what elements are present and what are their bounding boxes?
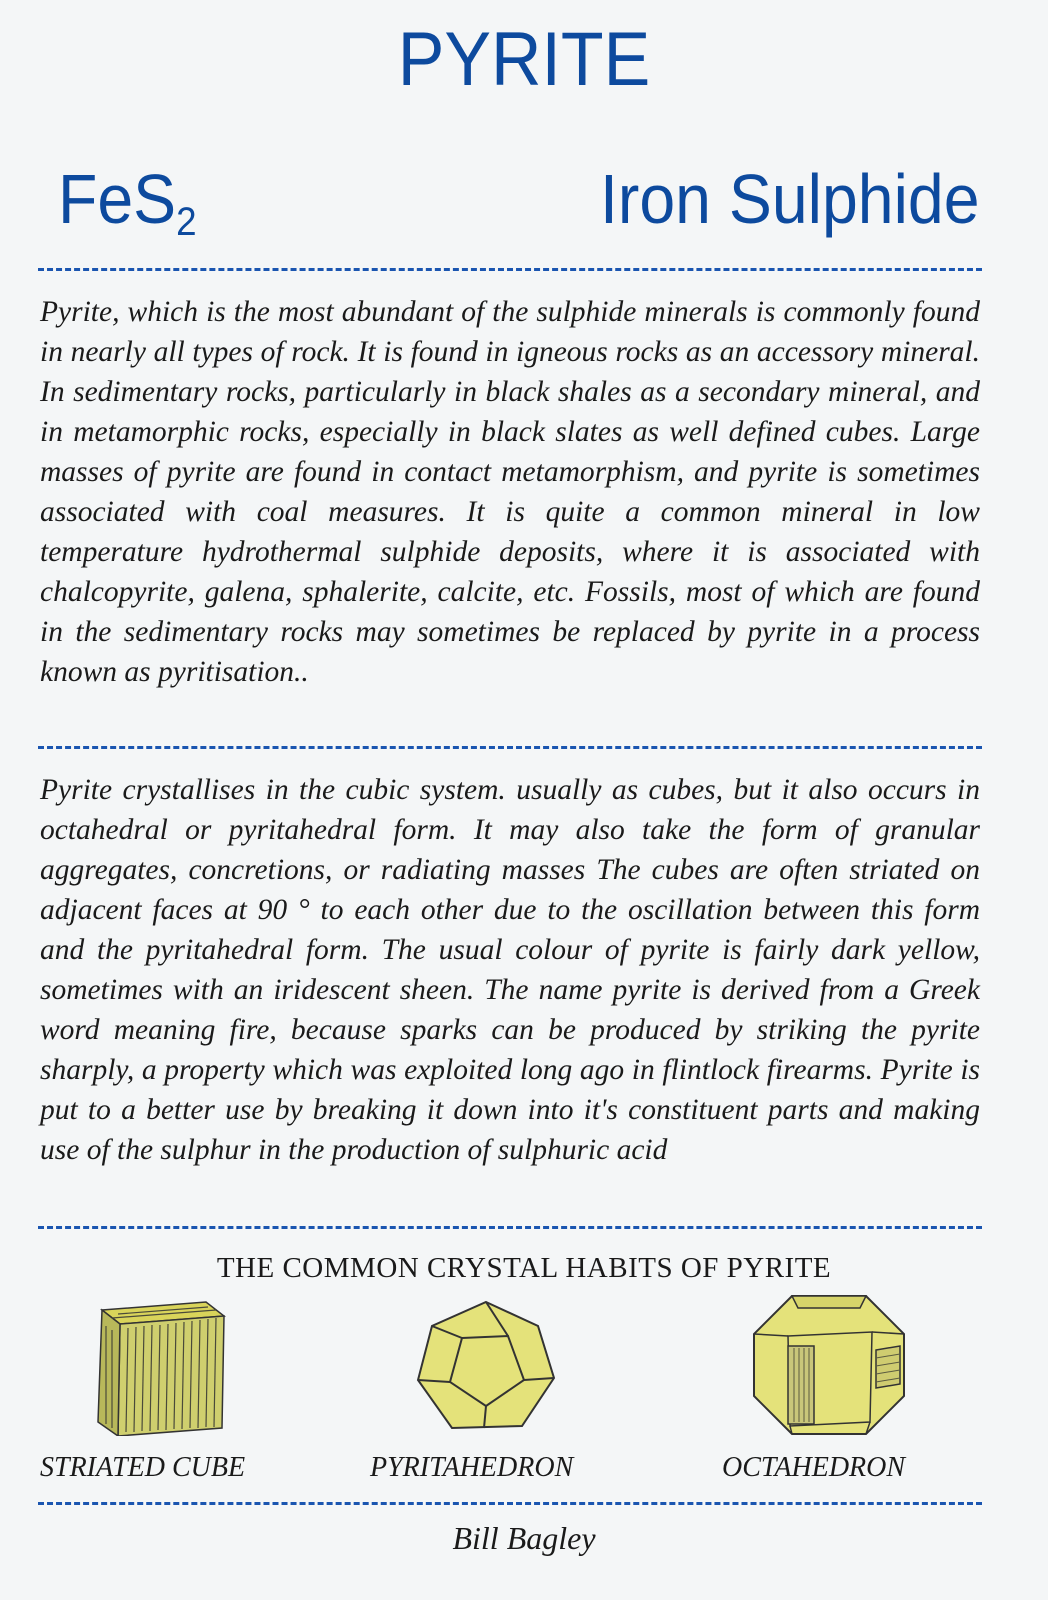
octahedron-icon xyxy=(748,1290,910,1440)
pyritahedron-icon xyxy=(412,1296,560,1436)
striated-cube-icon xyxy=(88,1296,238,1436)
crystal-habits-heading: THE COMMON CRYSTAL HABITS OF PYRITE xyxy=(216,1252,832,1284)
author-credit: Bill Bagley xyxy=(452,1520,596,1556)
occurrence-paragraph: Pyrite, which is the most abundant of the sulphide minerals is commonly found in nearly all types of rock. It is found in igneous rocks as an accessory mineral. In sedimentary rocks, particularly in black shales as a secondary mineral, and in metamorphic rocks, especially in black slates as well defined cubes. Large masses of pyrite are found in contact metamorphism, and pyrite is sometimes associated with coal measures. It is quite a common mineral in low temperature hydrothermal sulphide deposits, where it is associated with chalcopyrite, galena, sphalerite, calcite, etc. Fossils, most of which are found in the sedimentary rocks may sometimes be replaced by pyrite in a process known as pyritisation.. xyxy=(40,296,980,688)
chemical-formula xyxy=(58,160,197,244)
label-pyritahedron: PYRITAHEDRON xyxy=(370,1452,574,1483)
formula-base: FeS xyxy=(58,160,177,238)
mineral-name: Iron Sulphide xyxy=(600,160,980,238)
label-octahedron: OCTAHEDRON xyxy=(722,1452,906,1483)
divider-bottom xyxy=(38,1502,982,1505)
label-striated-cube: STRIATED CUBE xyxy=(40,1452,246,1483)
divider-lower xyxy=(38,1226,982,1229)
page-title: PYRITE xyxy=(397,17,651,102)
formula-subscript: 2 xyxy=(176,200,197,244)
crystallography-paragraph: Pyrite crystallises in the cubic system. usually as cubes, but it also occurs in octahedral or pyritahedral form. It may also take the form of granular aggregates, concretions, or radiating masses The cubes are often striated on adjacent faces at 90 ° to each other due to the oscillation between this form and the pyritahedral form. The usual colour of pyrite is fairly dark yellow, sometimes with an iridescent sheen. The name pyrite is derived from a Greek word meaning fire, because sparks can be produced by striking the pyrite sharply, a property which was exploited long ago in flintlock firearms. Pyrite is put to a better use by breaking it down into it's constituent parts and making use of the sulphur in the production of sulphuric acid xyxy=(40,774,980,1166)
divider-top xyxy=(38,268,982,271)
divider-middle xyxy=(38,746,982,749)
